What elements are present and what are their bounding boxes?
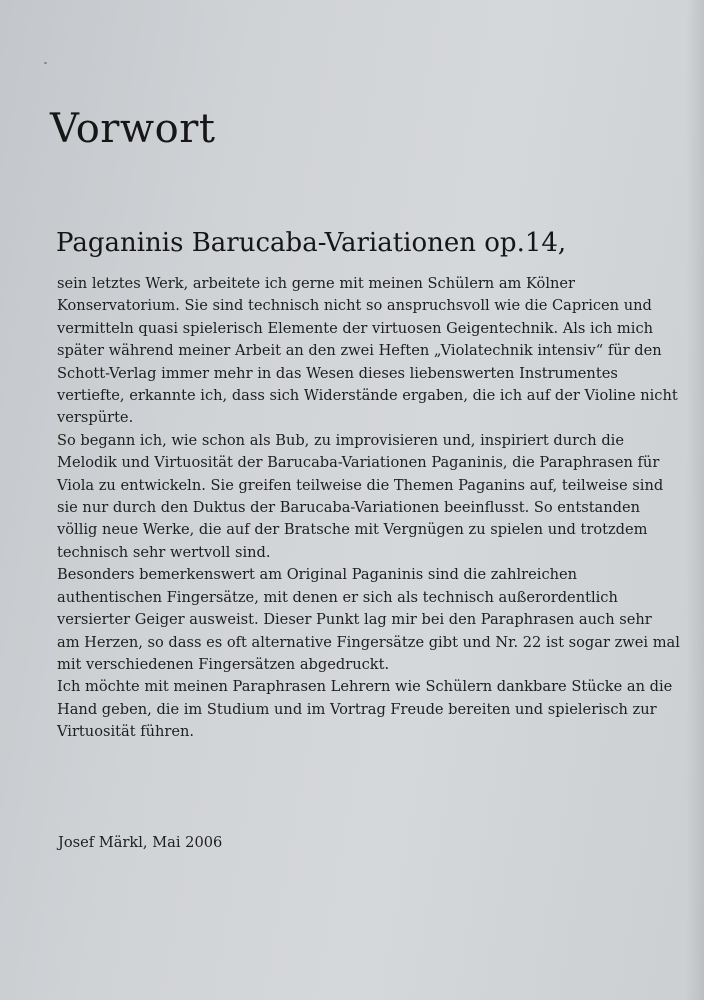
body-line: vertiefte, erkannte ich, dass sich Widerstände ergaben, die ich auf der Violine nicht — [57, 387, 678, 405]
body-line: Virtuosität führen. — [57, 723, 195, 741]
author-signature: Josef Märkl, Mai 2006 — [58, 834, 223, 851]
body-line: später während meiner Arbeit an den zwei Heften „Violatechnik intensiv“ für den — [57, 342, 662, 360]
body-line: authentischen Fingersätze, mit denen er sich als technisch außerordentlich — [57, 588, 618, 606]
section-heading: Paganinis Barucaba-Variationen op.14, — [56, 228, 567, 258]
body-line: Konservatorium. Sie sind technisch nicht so anspruchsvoll wie die Capricen und — [57, 297, 652, 315]
body-line: verspürte. — [57, 409, 134, 427]
body-line: sie nur durch den Duktus der Barucaba-Variationen beeinflusst. So entstanden — [57, 499, 641, 517]
body-line: versierter Geiger ausweist. Dieser Punkt lag mir bei den Paraphrasen auch sehr — [57, 611, 652, 629]
body-line: Ich möchte mit meinen Paraphrasen Lehrern wie Schülern dankbare Stücke an die — [57, 678, 673, 696]
body-line: Besonders bemerkenswert am Original Paganinis sind die zahlreichen — [57, 566, 578, 584]
body-line: am Herzen, so dass es oft alternative Fingersätze gibt und Nr. 22 ist sogar zwei mal — [57, 633, 680, 651]
paper-speck — [44, 62, 47, 64]
body-line: völlig neue Werke, die auf der Bratsche mit Vergnügen zu spielen und trotzdem — [57, 521, 648, 539]
body-line: Hand geben, die im Studium und im Vortrag Freude bereiten und spielerisch zur — [57, 700, 657, 718]
body-text — [57, 273, 687, 744]
body-line: mit verschiedenen Fingersätzen abgedruckt. — [57, 655, 390, 673]
body-line: technisch sehr wertvoll sind. — [57, 543, 271, 561]
body-line: Schott-Verlag immer mehr in das Wesen dieses liebenswerten Instrumentes — [57, 364, 618, 382]
body-line: Melodik und Virtuosität der Barucaba-Variationen Paganinis, die Paraphrasen für — [57, 454, 660, 472]
page-title: Vorwort — [50, 106, 216, 152]
body-line: Viola zu entwickeln. Sie greifen teilweise die Themen Paganins auf, teilweise sind — [57, 476, 664, 494]
body-line: So begann ich, wie schon als Bub, zu improvisieren und, inspiriert durch die — [57, 431, 624, 449]
body-line: vermitteln quasi spielerisch Elemente der virtuosen Geigentechnik. Als ich mich — [57, 319, 654, 337]
body-line: sein letztes Werk, arbeitete ich gerne mit meinen Schülern am Kölner — [57, 275, 575, 292]
